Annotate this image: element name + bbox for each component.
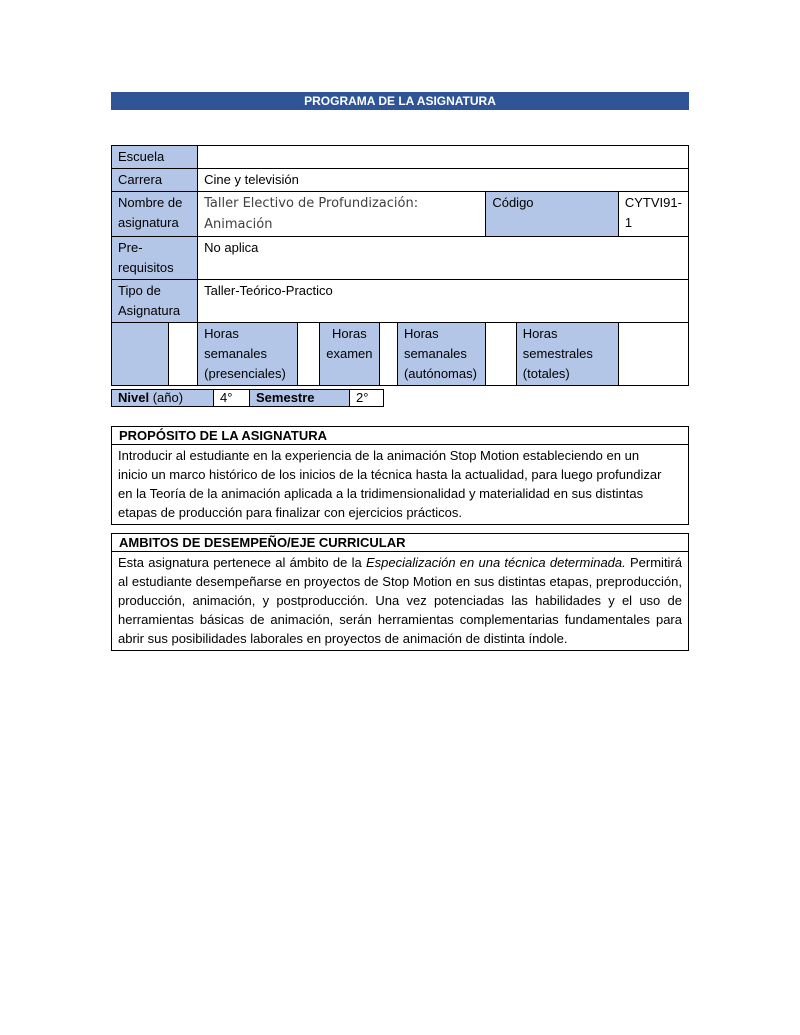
asignatura-value: Taller Electivo de Profundización: Animación [198, 192, 486, 237]
row-asignatura [112, 192, 689, 237]
proposito-line: etapas de producción para finalizar con ejercicios prácticos. [118, 505, 462, 520]
subject-info-table [111, 145, 689, 386]
row-horas [112, 323, 689, 386]
row-carrera [112, 169, 689, 192]
row-tipo [112, 280, 689, 323]
horas-examen-label: Horas examen [319, 323, 380, 386]
horas-presenciales-label: Horas semanales (presenciales) [198, 323, 298, 386]
horas-totales-value [618, 323, 688, 386]
prereq-label: Pre- requisitos [112, 237, 198, 280]
codigo-value: CYTVI91- 1 [618, 192, 688, 237]
ambitos-italic: Especialización en una técnica determinada. [365, 555, 626, 570]
escuela-label: Escuela [112, 146, 198, 169]
escuela-value [198, 146, 689, 169]
ambitos-body: Esta asignatura pertenece al ámbito de la Especialización en una técnica determinada. Permitirá al estudiante desempeñarse en proyectos de Stop Motion en sus distintas etapas, preproducción, producción, animación, y postproducción. Una vez potenciadas las habilidades y el uso de herramientas básicas de animación, serán herramientas complementarias fundamentales para abrir sus posibilidades laborales en proyectos de animación de distinta índole. [118, 555, 682, 646]
proposito-line: Introducir al estudiante en la experiencia de la animación Stop Motion estableciendo en un [118, 448, 640, 463]
horas-totales-label: Horas semestrales (totales) [516, 323, 618, 386]
page-title: PROGRAMA DE LA ASIGNATURA [111, 92, 689, 110]
tipo-value: Taller-Teórico-Practico [198, 280, 689, 323]
proposito-heading: PROPÓSITO DE LA ASIGNATURA [112, 427, 688, 445]
asignatura-label: Nombre de asignatura [112, 192, 198, 237]
codigo-label: Código [486, 192, 619, 237]
nivel-label: Nivel (año) [112, 390, 214, 407]
semestre-value: 2° [350, 390, 384, 407]
ambitos-heading: AMBITOS DE DESEMPEÑO/EJE CURRICULAR [112, 534, 688, 552]
proposito-line: en la Teoría de la animación aplicada a la tridimensionalidad y materialidad en sus distintas [118, 486, 644, 501]
horas-empty-cell [168, 323, 197, 386]
horas-autonomas-value [486, 323, 516, 386]
horas-autonomas-label: Horas semanales (autónomas) [397, 323, 485, 386]
prereq-value: No aplica [198, 237, 689, 280]
proposito-body [112, 445, 688, 524]
nivel-value: 4° [214, 390, 250, 407]
nivel-table [111, 389, 384, 407]
proposito-line: inicio un marco histórico de los inicios de la técnica hasta la actualidad, para luego profundizar [118, 467, 662, 482]
tipo-label: Tipo de Asignatura [112, 280, 198, 323]
horas-blank-cell [112, 323, 169, 386]
horas-examen-value [380, 323, 398, 386]
carrera-value: Cine y televisión [198, 169, 689, 192]
row-escuela [112, 146, 689, 169]
horas-presenciales-value [297, 323, 319, 386]
semestre-label: Semestre [250, 390, 350, 407]
ambitos-section [111, 533, 689, 651]
row-prerequisitos [112, 237, 689, 280]
proposito-section [111, 426, 689, 525]
carrera-label: Carrera [112, 169, 198, 192]
